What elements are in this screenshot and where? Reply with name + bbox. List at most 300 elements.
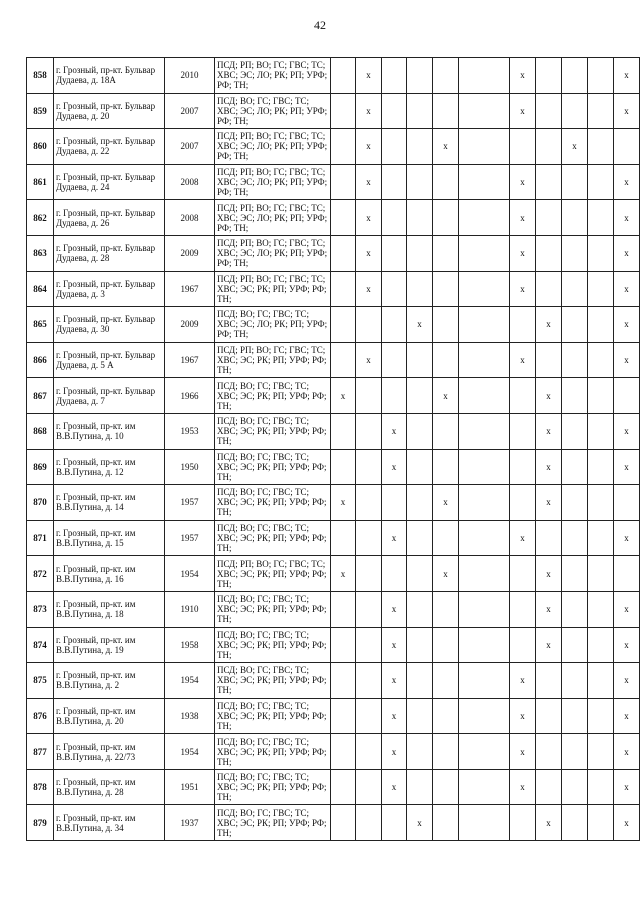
year-cell: 1950	[165, 449, 215, 485]
mark-cell	[536, 663, 562, 699]
mark-cell	[331, 591, 356, 627]
mark-cell: x	[614, 200, 640, 236]
row-number: 867	[27, 378, 54, 414]
works-list-cell: ПСД; ВО; ГС; ГВС; ТС; ХВС; ЭС; РК; РП; УРФ; РФ; ТН;	[215, 378, 331, 414]
mark-cell: x	[382, 520, 407, 556]
mark-cell	[331, 200, 356, 236]
mark-cell: x	[614, 663, 640, 699]
year-cell: 1937	[165, 805, 215, 841]
mark-cell	[382, 58, 407, 94]
mark-cell	[536, 93, 562, 129]
mark-cell	[382, 378, 407, 414]
mark-cell	[382, 235, 407, 271]
mark-cell: x	[536, 591, 562, 627]
table-row	[27, 698, 640, 734]
mark-cell	[407, 556, 433, 592]
table-row	[27, 627, 640, 663]
row-number: 865	[27, 307, 54, 343]
mark-cell: x	[331, 485, 356, 521]
mark-cell: x	[614, 698, 640, 734]
mark-cell	[614, 556, 640, 592]
mark-cell	[407, 378, 433, 414]
mark-cell	[562, 627, 588, 663]
mark-cell	[562, 413, 588, 449]
mark-cell	[407, 698, 433, 734]
row-number: 879	[27, 805, 54, 841]
mark-cell: x	[536, 449, 562, 485]
table-body	[27, 58, 640, 841]
mark-cell	[510, 627, 536, 663]
mark-cell	[407, 734, 433, 770]
mark-cell	[459, 235, 510, 271]
mark-cell	[459, 164, 510, 200]
address-cell: г. Грозный, пр-кт. им В.В.Путина, д. 19	[54, 627, 165, 663]
row-number: 860	[27, 129, 54, 165]
works-list-cell: ПСД; ВО; ГС; ГВС; ТС; ХВС; ЭС; РК; РП; УРФ; РФ; ТН;	[215, 627, 331, 663]
mark-cell: x	[510, 93, 536, 129]
mark-cell	[459, 556, 510, 592]
mark-cell	[588, 271, 614, 307]
address-cell: г. Грозный, пр-кт. Бульвар Дудаева, д. 5 А	[54, 342, 165, 378]
row-number: 866	[27, 342, 54, 378]
year-cell: 2007	[165, 129, 215, 165]
table-row	[27, 591, 640, 627]
address-cell: г. Грозный, пр-кт. им В.В.Путина, д. 14	[54, 485, 165, 521]
mark-cell	[356, 734, 382, 770]
mark-cell	[459, 663, 510, 699]
mark-cell	[510, 378, 536, 414]
mark-cell	[614, 378, 640, 414]
mark-cell	[536, 58, 562, 94]
mark-cell	[331, 271, 356, 307]
mark-cell: x	[382, 769, 407, 805]
mark-cell: x	[614, 235, 640, 271]
mark-cell	[331, 520, 356, 556]
mark-cell	[331, 805, 356, 841]
mark-cell	[433, 93, 459, 129]
address-cell: г. Грозный, пр-кт. им В.В.Путина, д. 20	[54, 698, 165, 734]
year-cell: 1954	[165, 734, 215, 770]
table-row	[27, 93, 640, 129]
table-row	[27, 271, 640, 307]
mark-cell	[562, 698, 588, 734]
table-row	[27, 413, 640, 449]
table-row	[27, 129, 640, 165]
mark-cell	[433, 449, 459, 485]
mark-cell	[433, 698, 459, 734]
works-list-cell: ПСД; ВО; ГС; ГВС; ТС; ХВС; ЭС; ЛО; РК; РП; УРФ; РФ; ТН;	[215, 93, 331, 129]
mark-cell: x	[614, 627, 640, 663]
mark-cell	[562, 342, 588, 378]
mark-cell	[510, 307, 536, 343]
mark-cell	[588, 698, 614, 734]
mark-cell	[407, 58, 433, 94]
mark-cell	[433, 307, 459, 343]
mark-cell	[407, 129, 433, 165]
mark-cell	[331, 627, 356, 663]
mark-cell	[459, 378, 510, 414]
table-row	[27, 58, 640, 94]
mark-cell	[382, 129, 407, 165]
mark-cell: x	[433, 129, 459, 165]
works-list-cell: ПСД; ВО; ГС; ГВС; ТС; ХВС; ЭС; РК; РП; УРФ; РФ; ТН;	[215, 413, 331, 449]
year-cell: 1954	[165, 663, 215, 699]
mark-cell	[331, 698, 356, 734]
mark-cell	[407, 627, 433, 663]
mark-cell	[562, 663, 588, 699]
mark-cell	[588, 627, 614, 663]
mark-cell: x	[382, 413, 407, 449]
mark-cell: x	[614, 307, 640, 343]
mark-cell	[356, 805, 382, 841]
mark-cell	[459, 129, 510, 165]
mark-cell: x	[331, 378, 356, 414]
mark-cell	[459, 520, 510, 556]
row-number: 872	[27, 556, 54, 592]
table-row	[27, 734, 640, 770]
row-number: 858	[27, 58, 54, 94]
mark-cell	[407, 200, 433, 236]
mark-cell: x	[356, 342, 382, 378]
mark-cell	[331, 734, 356, 770]
mark-cell	[536, 734, 562, 770]
mark-cell	[510, 485, 536, 521]
mark-cell	[536, 271, 562, 307]
mark-cell	[614, 485, 640, 521]
mark-cell	[407, 235, 433, 271]
address-cell: г. Грозный, пр-кт. им В.В.Путина, д. 2	[54, 663, 165, 699]
mark-cell	[331, 769, 356, 805]
mark-cell: x	[614, 520, 640, 556]
mark-cell	[433, 769, 459, 805]
mark-cell	[510, 449, 536, 485]
table-row	[27, 556, 640, 592]
table-row	[27, 769, 640, 805]
housing-registry-table	[26, 57, 640, 841]
mark-cell	[356, 627, 382, 663]
mark-cell: x	[382, 698, 407, 734]
mark-cell: x	[510, 58, 536, 94]
mark-cell	[588, 58, 614, 94]
mark-cell: x	[433, 485, 459, 521]
row-number: 859	[27, 93, 54, 129]
mark-cell	[510, 556, 536, 592]
mark-cell	[562, 164, 588, 200]
mark-cell	[331, 93, 356, 129]
mark-cell	[433, 271, 459, 307]
row-number: 876	[27, 698, 54, 734]
table-row	[27, 663, 640, 699]
mark-cell	[588, 378, 614, 414]
table-row	[27, 805, 640, 841]
mark-cell	[459, 307, 510, 343]
row-number: 878	[27, 769, 54, 805]
mark-cell	[588, 164, 614, 200]
mark-cell	[562, 235, 588, 271]
address-cell: г. Грозный, пр-кт. Бульвар Дудаева, д. 26	[54, 200, 165, 236]
mark-cell	[614, 129, 640, 165]
mark-cell	[331, 307, 356, 343]
mark-cell: x	[356, 235, 382, 271]
table-row	[27, 485, 640, 521]
row-number: 869	[27, 449, 54, 485]
mark-cell	[356, 307, 382, 343]
mark-cell	[433, 235, 459, 271]
mark-cell: x	[356, 200, 382, 236]
table-row	[27, 235, 640, 271]
works-list-cell: ПСД; ВО; ГС; ГВС; ТС; ХВС; ЭС; РК; РП; УРФ; РФ; ТН;	[215, 485, 331, 521]
mark-cell	[459, 413, 510, 449]
mark-cell	[562, 485, 588, 521]
address-cell: г. Грозный, пр-кт. им В.В.Путина, д. 22/73	[54, 734, 165, 770]
mark-cell	[382, 164, 407, 200]
works-list-cell: ПСД; ВО; ГС; ГВС; ТС; ХВС; ЭС; РК; РП; УРФ; РФ; ТН;	[215, 520, 331, 556]
mark-cell	[588, 129, 614, 165]
table-row	[27, 342, 640, 378]
mark-cell	[562, 734, 588, 770]
mark-cell	[331, 235, 356, 271]
year-cell: 2008	[165, 200, 215, 236]
mark-cell	[588, 591, 614, 627]
mark-cell	[433, 734, 459, 770]
year-cell: 1951	[165, 769, 215, 805]
year-cell: 2009	[165, 307, 215, 343]
mark-cell	[588, 413, 614, 449]
mark-cell	[331, 342, 356, 378]
mark-cell: x	[510, 520, 536, 556]
works-list-cell: ПСД; РП; ВО; ГС; ГВС; ТС; ХВС; ЭС; ЛО; РК; РП; УРФ; РФ; ТН;	[215, 164, 331, 200]
mark-cell	[562, 591, 588, 627]
mark-cell	[433, 58, 459, 94]
mark-cell	[356, 485, 382, 521]
mark-cell: x	[356, 93, 382, 129]
mark-cell	[407, 342, 433, 378]
mark-cell: x	[536, 378, 562, 414]
year-cell: 1953	[165, 413, 215, 449]
works-list-cell: ПСД; ВО; ГС; ГВС; ТС; ХВС; ЭС; РК; РП; УРФ; РФ; ТН;	[215, 663, 331, 699]
mark-cell	[459, 734, 510, 770]
mark-cell: x	[614, 271, 640, 307]
row-number: 864	[27, 271, 54, 307]
table-row	[27, 520, 640, 556]
mark-cell	[510, 805, 536, 841]
mark-cell: x	[382, 627, 407, 663]
mark-cell	[331, 413, 356, 449]
mark-cell: x	[356, 58, 382, 94]
works-list-cell: ПСД; РП; ВО; ГС; ГВС; ТС; ХВС; ЭС; РК; РП; УРФ; РФ; ТН;	[215, 342, 331, 378]
mark-cell: x	[614, 58, 640, 94]
row-number: 870	[27, 485, 54, 521]
mark-cell: x	[614, 805, 640, 841]
works-list-cell: ПСД; РП; ВО; ГС; ГВС; ТС; ХВС; ЭС; ЛО; РК; РП; УРФ; РФ; ТН;	[215, 58, 331, 94]
mark-cell: x	[614, 342, 640, 378]
address-cell: г. Грозный, пр-кт. Бульвар Дудаева, д. 28	[54, 235, 165, 271]
year-cell: 1957	[165, 485, 215, 521]
mark-cell	[407, 164, 433, 200]
mark-cell	[536, 129, 562, 165]
mark-cell: x	[536, 413, 562, 449]
mark-cell	[433, 591, 459, 627]
mark-cell	[382, 307, 407, 343]
row-number: 871	[27, 520, 54, 556]
mark-cell	[562, 200, 588, 236]
works-list-cell: ПСД; РП; ВО; ГС; ГВС; ТС; ХВС; ЭС; ЛО; РК; РП; УРФ; РФ; ТН;	[215, 129, 331, 165]
mark-cell: x	[407, 307, 433, 343]
mark-cell	[433, 413, 459, 449]
mark-cell	[407, 591, 433, 627]
address-cell: г. Грозный, пр-кт. им В.В.Путина, д. 15	[54, 520, 165, 556]
mark-cell	[356, 520, 382, 556]
address-cell: г. Грозный, пр-кт. Бульвар Дудаева, д. 22	[54, 129, 165, 165]
mark-cell	[331, 449, 356, 485]
mark-cell	[459, 485, 510, 521]
mark-cell	[536, 164, 562, 200]
mark-cell	[407, 769, 433, 805]
row-number: 862	[27, 200, 54, 236]
row-number: 868	[27, 413, 54, 449]
mark-cell: x	[510, 200, 536, 236]
mark-cell: x	[614, 413, 640, 449]
mark-cell: x	[331, 556, 356, 592]
row-number: 874	[27, 627, 54, 663]
address-cell: г. Грозный, пр-кт. Бульвар Дудаева, д. 24	[54, 164, 165, 200]
mark-cell	[459, 627, 510, 663]
works-list-cell: ПСД; РП; ВО; ГС; ГВС; ТС; ХВС; ЭС; РК; РП; УРФ; РФ; ТН;	[215, 271, 331, 307]
mark-cell	[433, 627, 459, 663]
mark-cell	[433, 342, 459, 378]
mark-cell	[382, 805, 407, 841]
mark-cell: x	[536, 485, 562, 521]
page-number: 42	[314, 18, 326, 32]
mark-cell	[331, 663, 356, 699]
mark-cell	[459, 698, 510, 734]
mark-cell	[382, 93, 407, 129]
mark-cell	[510, 591, 536, 627]
mark-cell: x	[614, 734, 640, 770]
mark-cell	[459, 769, 510, 805]
row-number: 877	[27, 734, 54, 770]
works-list-cell: ПСД; ВО; ГС; ГВС; ТС; ХВС; ЭС; РК; РП; УРФ; РФ; ТН;	[215, 449, 331, 485]
mark-cell: x	[356, 129, 382, 165]
mark-cell: x	[356, 271, 382, 307]
mark-cell	[356, 556, 382, 592]
address-cell: г. Грозный, пр-кт. им В.В.Путина, д. 34	[54, 805, 165, 841]
mark-cell	[588, 556, 614, 592]
mark-cell: x	[562, 129, 588, 165]
mark-cell	[407, 663, 433, 699]
mark-cell	[588, 342, 614, 378]
mark-cell	[356, 413, 382, 449]
table-row	[27, 307, 640, 343]
mark-cell	[588, 307, 614, 343]
table-row	[27, 378, 640, 414]
mark-cell: x	[510, 342, 536, 378]
mark-cell: x	[382, 591, 407, 627]
mark-cell	[433, 805, 459, 841]
mark-cell	[536, 342, 562, 378]
mark-cell: x	[536, 805, 562, 841]
mark-cell: x	[356, 164, 382, 200]
mark-cell	[356, 449, 382, 485]
mark-cell	[588, 235, 614, 271]
table-row	[27, 449, 640, 485]
mark-cell	[407, 413, 433, 449]
mark-cell	[536, 200, 562, 236]
works-list-cell: ПСД; ВО; ГС; ГВС; ТС; ХВС; ЭС; РК; РП; УРФ; РФ; ТН;	[215, 591, 331, 627]
table-row	[27, 200, 640, 236]
year-cell: 2010	[165, 58, 215, 94]
mark-cell	[588, 93, 614, 129]
mark-cell	[588, 734, 614, 770]
works-list-cell: ПСД; РП; ВО; ГС; ГВС; ТС; ХВС; ЭС; РК; РП; УРФ; РФ; ТН;	[215, 556, 331, 592]
mark-cell: x	[382, 734, 407, 770]
year-cell: 1967	[165, 342, 215, 378]
year-cell: 1967	[165, 271, 215, 307]
mark-cell: x	[510, 271, 536, 307]
address-cell: г. Грозный, пр-кт. им В.В.Путина, д. 28	[54, 769, 165, 805]
works-list-cell: ПСД; ВО; ГС; ГВС; ТС; ХВС; ЭС; РК; РП; УРФ; РФ; ТН;	[215, 769, 331, 805]
year-cell: 2007	[165, 93, 215, 129]
mark-cell	[356, 769, 382, 805]
mark-cell	[588, 200, 614, 236]
mark-cell	[459, 200, 510, 236]
year-cell: 1966	[165, 378, 215, 414]
mark-cell	[536, 698, 562, 734]
mark-cell	[510, 413, 536, 449]
mark-cell	[331, 58, 356, 94]
mark-cell	[331, 164, 356, 200]
mark-cell	[510, 129, 536, 165]
row-number: 875	[27, 663, 54, 699]
mark-cell	[588, 485, 614, 521]
mark-cell	[382, 271, 407, 307]
mark-cell	[562, 556, 588, 592]
mark-cell: x	[382, 663, 407, 699]
row-number: 873	[27, 591, 54, 627]
mark-cell	[433, 164, 459, 200]
mark-cell	[407, 271, 433, 307]
mark-cell: x	[536, 556, 562, 592]
works-list-cell: ПСД; РП; ВО; ГС; ГВС; ТС; ХВС; ЭС; ЛО; РК; РП; УРФ; РФ; ТН;	[215, 235, 331, 271]
mark-cell	[562, 805, 588, 841]
mark-cell	[588, 769, 614, 805]
mark-cell	[536, 769, 562, 805]
mark-cell	[562, 307, 588, 343]
year-cell: 1954	[165, 556, 215, 592]
table-row	[27, 164, 640, 200]
mark-cell	[536, 520, 562, 556]
row-number: 863	[27, 235, 54, 271]
mark-cell	[382, 200, 407, 236]
mark-cell	[331, 129, 356, 165]
mark-cell	[562, 271, 588, 307]
mark-cell	[588, 520, 614, 556]
mark-cell: x	[614, 164, 640, 200]
row-number: 861	[27, 164, 54, 200]
mark-cell	[356, 663, 382, 699]
address-cell: г. Грозный, пр-кт. им В.В.Путина, д. 10	[54, 413, 165, 449]
mark-cell	[459, 449, 510, 485]
mark-cell: x	[433, 378, 459, 414]
mark-cell: x	[614, 591, 640, 627]
mark-cell	[356, 698, 382, 734]
mark-cell	[459, 342, 510, 378]
mark-cell: x	[510, 663, 536, 699]
mark-cell: x	[614, 769, 640, 805]
address-cell: г. Грозный, пр-кт. Бульвар Дудаева, д. 18А	[54, 58, 165, 94]
mark-cell: x	[510, 734, 536, 770]
address-cell: г. Грозный, пр-кт. им В.В.Путина, д. 12	[54, 449, 165, 485]
